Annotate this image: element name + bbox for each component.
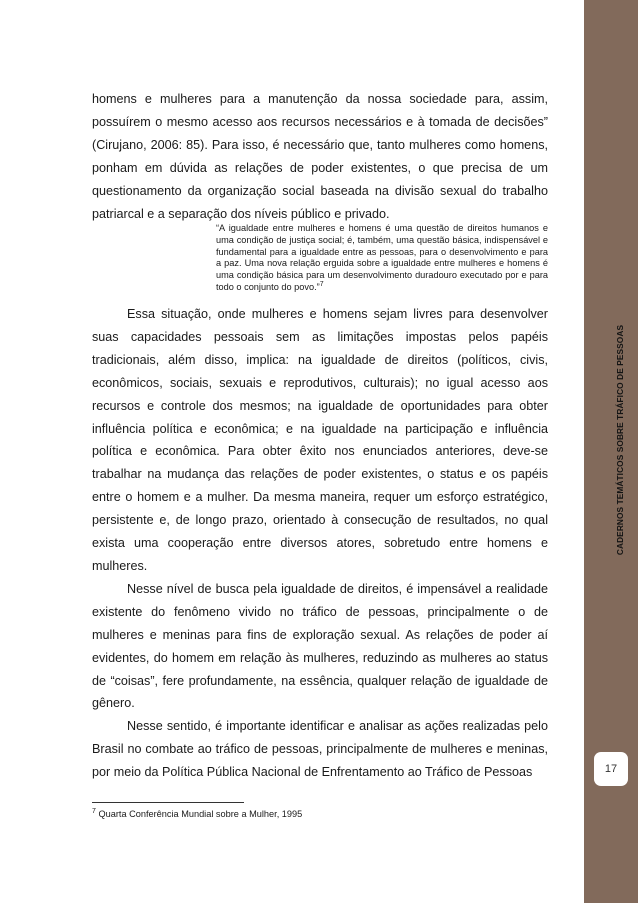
footnote-divider <box>92 802 244 803</box>
body-text-main <box>92 303 548 784</box>
body-text-top <box>92 88 548 225</box>
quote-text: “A igualdade entre mulheres e homens é uma questão de direitos humanos e uma condição de justiça social; é, também, uma questão básica, indispensável e fundamental para a igualdade entre as pessoas, para o desenvolvimento e para a paz. Uma nova relação erguida sobre a igualdade entre mulheres e homens é uma condição básica para um desenvolvimento duradouro executado por e para todo o conjunto do povo.” <box>216 223 548 292</box>
sidebar-title: CADERNOS TEMÁTICOS SOBRE TRÁFICO DE PESSOAS <box>615 324 625 556</box>
paragraph: Nesse nível de busca pela igualdade de direitos, é impensável a realidade existente do fenômeno vivido no tráfico de pessoas, principalmente o de mulheres e meninas para fins de exploração sexual. As relações de poder aí evidentes, do homem em relação às mulheres, reduzindo as mulheres ao status de “coisas”, fere profundamente, na essência, qualquer relação de igualdade de gênero. <box>92 581 548 711</box>
footnote-number: 7 <box>92 807 96 815</box>
block-quote <box>216 223 548 294</box>
paragraph: Nesse sentido, é importante identificar e analisar as ações realizadas pelo Brasil no combate ao tráfico de pessoas, principalmente de mulheres e meninas, por meio da Política Pública Nacional de Enfrentamento ao Tráfico de Pessoas <box>92 719 548 780</box>
paragraph: Essa situação, onde mulheres e homens sejam livres para desenvolver suas capacidades pessoais sem as limitações impostas pelos papéis tradicionais, além disso, implica: na igualdade de direitos (políticos, civis, econômicos, sociais, sexuais e reprodutivos, culturais); no igual acesso aos recursos e controle dos mesmos; na igualdade de oportunidades para obter influência política e econômica; e na igualdade na participação e influência política e econômica. Para obter êxito nos enunciados anteriores, deve-se trabalhar na mudança das relações de poder existentes, o status e os papéis entre o homem e a mulher. Da mesma maneira, requer um esforço estratégico, persistente e, de longo prazo, orientado à consecução de resultados, no qual exista uma cooperação entre diversos atores, sobretudo entre homens e mulheres. <box>92 307 548 573</box>
paragraph: homens e mulheres para a manutenção da nossa sociedade para, assim, possuírem o mesmo acesso aos recursos necessários e à tomada de decisões” (Cirujano, 2006: 85). Para isso, é necessário que, tanto mulheres como homens, ponham em dúvida as relações de poder existentes, o que precisa de um questionamento da organização social baseada na divisão sexual do trabalho patriarcal e a separação dos níveis público e privado. <box>92 92 548 221</box>
page-number: 17 <box>594 752 628 786</box>
footnote <box>92 808 302 820</box>
footnote-ref: 7 <box>319 280 324 288</box>
footnote-text: Quarta Conferência Mundial sobre a Mulher, 1995 <box>98 809 303 819</box>
